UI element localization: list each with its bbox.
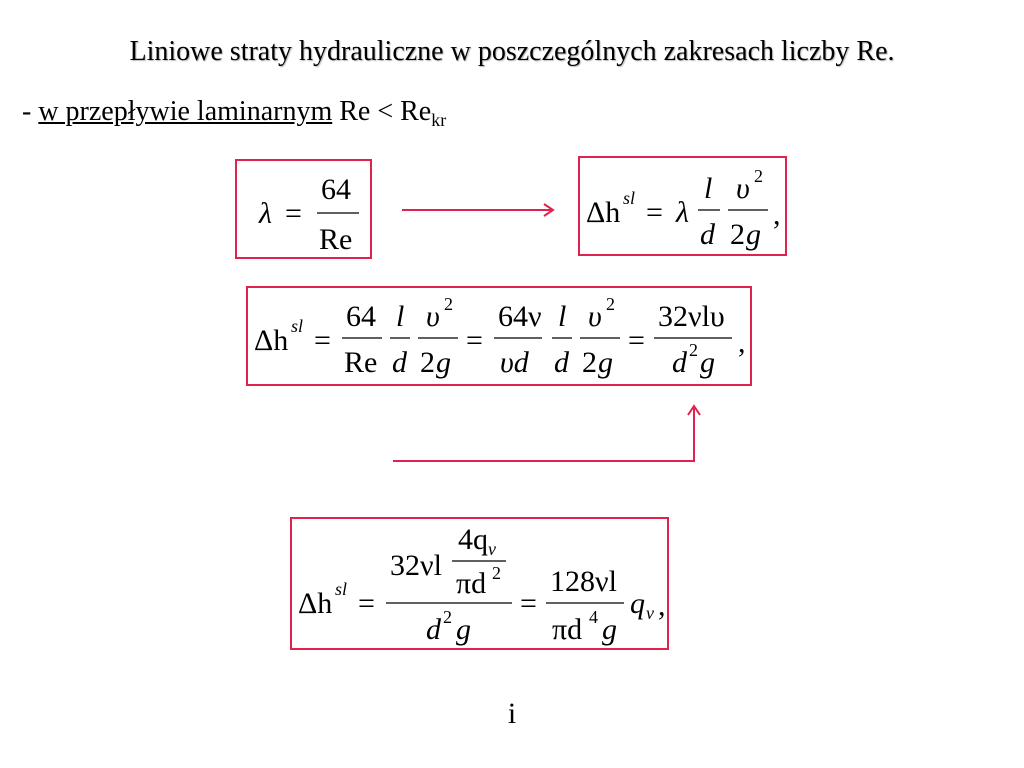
denominator-g: g <box>436 346 451 379</box>
flow-rate-q: q <box>630 587 645 620</box>
numerator-128nul: 128νl <box>550 565 617 598</box>
lambda-symbol: λ <box>259 197 272 230</box>
exponent-2: 2 <box>444 294 453 314</box>
numerator-l: l <box>558 300 567 333</box>
equals-sign: = <box>628 324 645 357</box>
equals-sign: = <box>646 196 663 229</box>
comma: , <box>773 198 781 231</box>
numerator-64nu: 64ν <box>498 300 542 333</box>
denominator-g: g <box>746 218 761 251</box>
equals-sign: = <box>358 587 375 620</box>
denominator-pid: πd <box>552 613 583 646</box>
numerator-velocity: υ <box>426 300 440 333</box>
numerator-32nulv: 32νlυ <box>658 300 725 333</box>
exponent-2: 2 <box>754 166 763 186</box>
numerator-l: l <box>396 300 405 333</box>
equals-sign: = <box>285 197 302 230</box>
delta-h: Δh <box>298 587 333 620</box>
subheading-underlined: w przepływie laminarnym <box>38 96 333 127</box>
numerator-64: 64 <box>346 300 376 333</box>
superscript-sl: sl <box>291 316 304 336</box>
delta-h: Δh <box>254 324 289 357</box>
numerator-32nul: 32νl <box>390 549 442 582</box>
lambda-symbol: λ <box>676 196 689 229</box>
denominator-re: Re <box>319 223 353 256</box>
numerator-l: l <box>704 172 713 205</box>
denominator-g: g <box>456 613 471 646</box>
denominator-g: g <box>700 346 715 379</box>
equals-sign: = <box>466 324 483 357</box>
equals-sign: = <box>520 587 537 620</box>
subheading-condition: Re < Re <box>339 96 432 127</box>
comma: , <box>658 589 666 622</box>
subscript-v: v <box>646 603 654 623</box>
denominator-d: d <box>426 613 441 646</box>
superscript-sl: sl <box>335 579 348 599</box>
denominator-2: 2 <box>420 346 435 379</box>
denominator-2: 2 <box>582 346 597 379</box>
denominator-d: d <box>392 346 407 379</box>
footer-letter: i <box>507 697 517 730</box>
arrow-up <box>393 406 700 461</box>
arrow-right <box>402 204 553 216</box>
denominator-re: Re <box>344 346 378 379</box>
denominator-d: d <box>554 346 569 379</box>
comma: , <box>738 326 746 359</box>
numerator-velocity: υ <box>736 172 750 205</box>
denominator-d: d <box>672 346 687 379</box>
exponent-2: 2 <box>443 607 452 627</box>
denominator-2: 2 <box>730 218 745 251</box>
superscript-sl: sl <box>623 188 636 208</box>
denominator-g: g <box>602 613 617 646</box>
slide-title: Liniowe straty hydrauliczne w poszczególnych zakresach liczby Re. <box>129 36 895 67</box>
exponent-2: 2 <box>606 294 615 314</box>
inner-numerator-4q: 4q <box>458 523 488 556</box>
subheading-subscript: kr <box>431 110 447 130</box>
denominator-vd: υd <box>500 346 529 379</box>
denominator-g: g <box>598 346 613 379</box>
subscript-v: v <box>488 539 496 559</box>
exponent-4: 4 <box>589 607 598 627</box>
denominator-d: d <box>700 218 715 251</box>
inner-denominator-pid: πd <box>456 567 487 600</box>
subheading-dash: - <box>22 96 32 127</box>
numerator-velocity: υ <box>588 300 602 333</box>
delta-h: Δh <box>586 196 621 229</box>
exponent-2: 2 <box>689 340 698 360</box>
exponent-2: 2 <box>492 563 501 583</box>
equals-sign: = <box>314 324 331 357</box>
numerator-64: 64 <box>321 173 351 206</box>
